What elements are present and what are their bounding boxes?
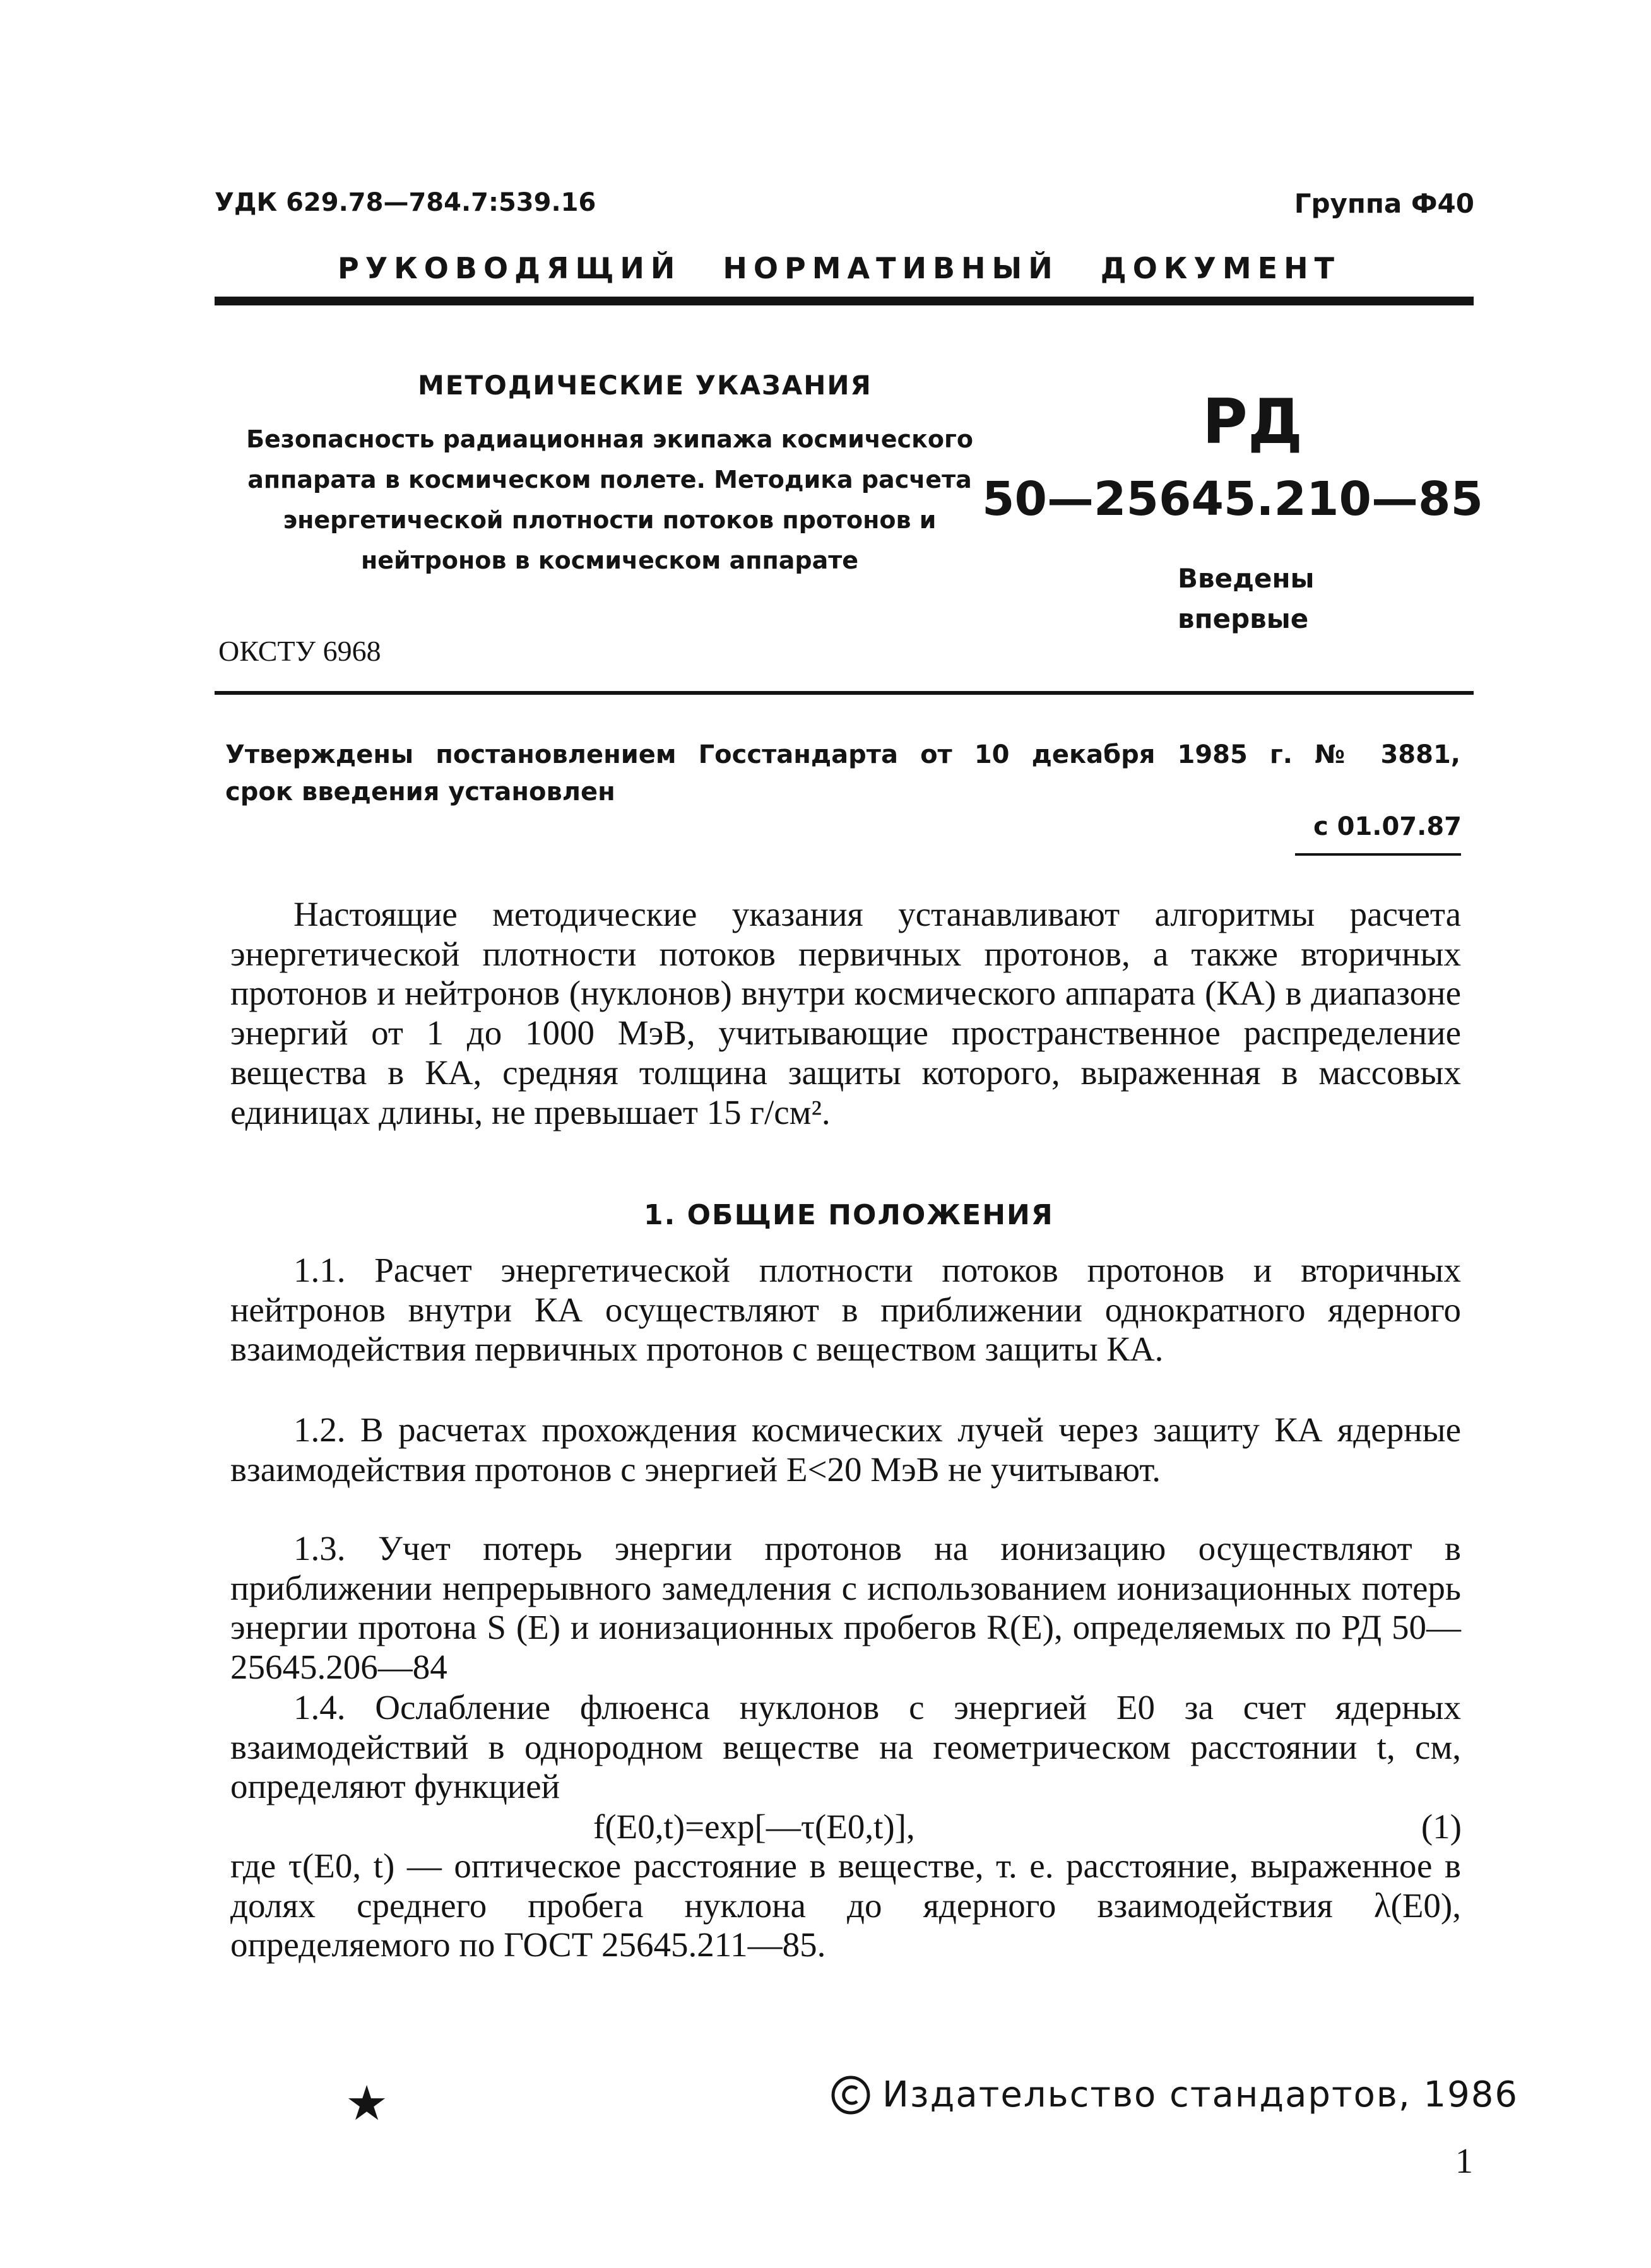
introduced-line-2: впервые [1178, 603, 1309, 634]
publisher-line [831, 2074, 1518, 2115]
clause-1-4: 1.4. Ослабление флюенса нуклонов с энергией E0 за счет ядерных взаимодействий в однородном веществе на геометрическом расстоянии t, см, определяют функцией [230, 1688, 1461, 1806]
clause-1-3: 1.3. Учет потерь энергии протонов на ионизацию осуществляют в приближении непрерывного замедления с использованием ионизационных потерь энергии протона S (E) и ионизационных пробегов R(E), определяемых по РД 50—25645.206—84 [230, 1529, 1461, 1687]
approval-line-2: срок введения установлен [225, 777, 615, 806]
document-kind: РУКОВОДЯЩИЙ НОРМАТИВНЫЙ ДОКУМЕНТ [338, 251, 1340, 285]
document-title: Безопасность радиационная экипажа космического аппарата в космическом полете. Методика расчета энергетической плотности потоков протонов и нейтронов в космическом аппарате [246, 425, 973, 574]
star-icon: ★ [345, 2077, 389, 2130]
formula-explanation: где τ(E0, t) — оптическое расстояние в веществе, т. е. расстояние, выраженное в долях среднего пробега нуклона до ядерного взаимодействия λ(E0), определяемого по ГОСТ 25645.211—85. [230, 1846, 1461, 1964]
effective-date: с 01.07.87 [1313, 812, 1462, 841]
introduced-note [1178, 558, 1314, 639]
page-number: 1 [1455, 2142, 1473, 2181]
designation-prefix: РД [1202, 386, 1303, 458]
group-code: Группа Ф40 [1294, 188, 1474, 219]
publisher-text: Издательство стандартов, 1986 [882, 2074, 1518, 2115]
udk-code: УДК 629.78—784.7:539.16 [215, 188, 596, 217]
top-rule [215, 297, 1474, 305]
approval-line-1: Утверждены постановлением Госстандарта от 10 декабря 1985 г. № 3881, [225, 740, 1460, 769]
copyright-icon [831, 2075, 871, 2115]
clause-1-1: 1.1. Расчет энергетической плотности потоков протонов и вторичных нейтронов внутри КА осуществляют в приближении однократного ядерного взаимодействия первичных протонов с веществом защиты КА. [230, 1251, 1461, 1369]
introduced-line-1: Введены [1178, 563, 1315, 594]
designation-number: 50—25645.210—85 [982, 472, 1483, 526]
clause-1-2: 1.2. В расчетах прохождения космических лучей через защиту КА ядерные взаимодействия протонов с энергией E<20 МэВ не учитывают. [230, 1410, 1461, 1489]
intro-paragraph: Настоящие методические указания устанавливают алгоритмы расчета энергетической плотности потоков первичных протонов, а также вторичных протонов и нейтронов (нуклонов) внутри космического аппарата (КА) в диапазоне энергий от 1 до 1000 МэВ, учитывающие пространственное распределение вещества в КА, средняя толщина защиты которого, выраженная в массовых единицах длины, не превышает 15 г/см². [230, 895, 1461, 1131]
guidelines-heading: МЕТОДИЧЕСКИЕ УКАЗАНИЯ [418, 370, 872, 401]
section-heading: 1. ОБЩИЕ ПОЛОЖЕНИЯ [644, 1199, 1054, 1231]
formula-number: (1) [1421, 1807, 1462, 1846]
effective-date-rule [1295, 853, 1461, 856]
okstu-code: ОКСТУ 6968 [218, 635, 381, 667]
formula-1: f(E0,t)=exp[—τ(E0,t)], [593, 1807, 915, 1846]
middle-rule [215, 691, 1474, 695]
